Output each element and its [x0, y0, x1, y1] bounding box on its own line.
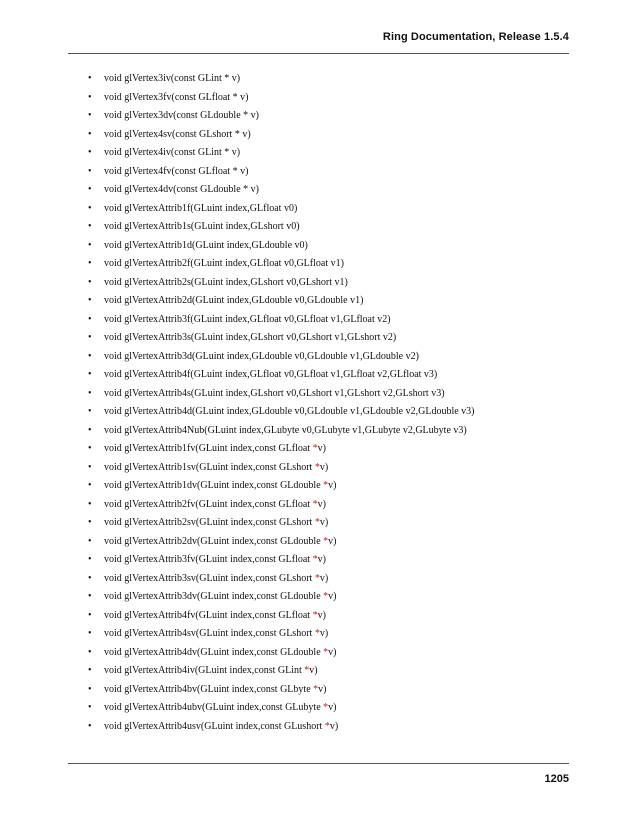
list-item — [88, 570, 475, 589]
bullet-icon: • — [88, 646, 92, 658]
list-item — [88, 89, 475, 108]
bullet-icon: • — [88, 720, 92, 732]
list-item — [88, 348, 475, 367]
pointer-star: * — [323, 591, 329, 602]
list-item — [88, 681, 475, 700]
signature-text: void glVertex3iv(const GLint * v) — [104, 73, 241, 84]
signature-text: void glVertexAttrib4bv(GLuint index,const GLbyte — [104, 683, 314, 695]
list-item — [88, 662, 475, 681]
signature-text: void glVertexAttrib2s(GLuint index,GLshort v0,GLshort v1) — [104, 276, 348, 288]
list-item — [88, 218, 475, 237]
signature-tail: v) — [319, 461, 329, 473]
signature-text: void glVertexAttrib4dv(GLuint index,const GLdouble — [104, 646, 324, 658]
signature-text: void glVertexAttrib1sv(GLuint index,const GLshort — [104, 461, 315, 473]
signature-text: void glVertex4dv(const GLdouble * v) — [104, 184, 259, 195]
signature-tail: v) — [328, 535, 337, 547]
list-item — [88, 163, 475, 182]
pointer-star: * — [312, 443, 318, 454]
signature-text: void glVertexAttrib4sv(GLuint index,const GLshort — [104, 628, 315, 639]
list-item — [88, 551, 475, 570]
list-item — [88, 403, 475, 422]
list-item — [88, 311, 475, 330]
signature-text: void glVertexAttrib2fv(GLuint index,const GLfloat — [104, 498, 313, 510]
list-item — [88, 200, 475, 219]
bullet-icon: • — [88, 424, 92, 436]
signature-text: void glVertexAttrib2sv(GLuint index,const GLshort — [104, 517, 315, 528]
list-item — [88, 107, 475, 126]
signature-text: void glVertexAttrib4usv(GLuint index,const GLushort — [104, 720, 325, 732]
signature-text: void glVertex4iv(const GLint * v) — [104, 147, 241, 158]
pointer-star: * — [323, 480, 329, 491]
list-item — [88, 385, 475, 404]
signature-text: void glVertexAttrib4f(GLuint index,GLfloat v0,GLfloat v1,GLfloat v2,GLfloat v3) — [104, 369, 438, 380]
signature-text: void glVertexAttrib3fv(GLuint index,const GLfloat — [104, 554, 313, 565]
signature-text: void glVertexAttrib4Nub(GLuint index,GLubyte v0,GLubyte v1,GLubyte v2,GLubyte v3) — [104, 424, 467, 436]
signature-text: void glVertex3dv(const GLdouble * v) — [104, 110, 259, 121]
bullet-icon: • — [88, 313, 92, 325]
bullet-icon: • — [88, 387, 92, 399]
signature-text: void glVertexAttrib1f(GLuint index,GLfloat v0) — [104, 202, 298, 214]
list-item — [88, 440, 475, 459]
bullet-icon: • — [88, 276, 92, 288]
list-item — [88, 644, 475, 663]
pointer-star: * — [314, 461, 320, 473]
signature-tail: v) — [319, 572, 329, 584]
bullet-icon: • — [88, 406, 92, 417]
list-item — [88, 718, 475, 737]
pointer-star: * — [312, 498, 318, 510]
signature-tail: v) — [328, 702, 337, 713]
signature-tail: v) — [329, 720, 339, 732]
pointer-star: * — [314, 517, 320, 528]
list-item — [88, 625, 475, 644]
list-item — [88, 255, 475, 274]
list-item — [88, 144, 475, 163]
pointer-star: * — [324, 720, 330, 732]
list-item — [88, 70, 475, 89]
signature-text: void glVertex4sv(const GLshort * v) — [104, 128, 251, 140]
signature-tail: v) — [309, 665, 318, 676]
header-divider — [68, 53, 569, 54]
list-item — [88, 181, 475, 200]
bullet-icon: • — [88, 350, 92, 362]
signature-tail: v) — [328, 480, 337, 491]
bullet-icon: • — [88, 258, 92, 269]
pointer-star: * — [312, 554, 318, 565]
signature-text: void glVertexAttrib2dv(GLuint index,const GLdouble — [104, 535, 324, 547]
function-signature-list — [88, 70, 475, 736]
list-item — [88, 329, 475, 348]
pointer-star: * — [313, 683, 319, 695]
bullet-icon: • — [88, 91, 92, 103]
list-item — [88, 366, 475, 385]
bullet-icon: • — [88, 221, 92, 232]
bullet-icon: • — [88, 443, 92, 454]
bullet-icon: • — [88, 239, 92, 251]
signature-tail: v) — [319, 517, 329, 528]
bullet-icon: • — [88, 572, 92, 584]
signature-text: void glVertexAttrib4iv(GLuint index,const GLint — [104, 665, 305, 676]
list-item — [88, 477, 475, 496]
bullet-icon: • — [88, 369, 92, 380]
bullet-icon: • — [88, 110, 92, 121]
signature-text: void glVertexAttrib3d(GLuint index,GLdouble v0,GLdouble v1,GLdouble v2) — [104, 350, 419, 362]
bullet-icon: • — [88, 517, 92, 528]
signature-text: void glVertexAttrib3dv(GLuint index,const GLdouble — [104, 591, 324, 602]
list-item — [88, 588, 475, 607]
signature-text: void glVertexAttrib2d(GLuint index,GLdouble v0,GLdouble v1) — [104, 295, 364, 306]
bullet-icon: • — [88, 184, 92, 195]
pointer-star: * — [323, 646, 329, 658]
list-item — [88, 237, 475, 256]
signature-text: void glVertexAttrib4ubv(GLuint index,const GLubyte — [104, 702, 324, 713]
list-item — [88, 607, 475, 626]
pointer-star: * — [314, 572, 320, 584]
signature-text: void glVertex4fv(const GLfloat * v) — [104, 165, 249, 177]
bullet-icon: • — [88, 535, 92, 547]
signature-tail: v) — [317, 498, 326, 510]
list-item — [88, 126, 475, 145]
bullet-icon: • — [88, 665, 92, 676]
bullet-icon: • — [88, 480, 92, 491]
list-item — [88, 422, 475, 441]
bullet-icon: • — [88, 295, 92, 306]
list-item — [88, 459, 475, 478]
list-item — [88, 699, 475, 718]
list-item — [88, 496, 475, 515]
signature-tail: v) — [318, 683, 327, 695]
list-item — [88, 514, 475, 533]
bullet-icon: • — [88, 702, 92, 713]
page-header-title: Ring Documentation, Release 1.5.4 — [382, 31, 569, 43]
signature-text: void glVertexAttrib1d(GLuint index,GLdouble v0) — [104, 239, 308, 251]
bullet-icon: • — [88, 165, 92, 177]
bullet-icon: • — [88, 609, 92, 621]
bullet-icon: • — [88, 332, 92, 343]
page-number: 1205 — [544, 773, 569, 785]
signature-text: void glVertexAttrib3s(GLuint index,GLshort v0,GLshort v1,GLshort v2) — [104, 332, 397, 343]
bullet-icon: • — [88, 498, 92, 510]
signature-text: void glVertexAttrib1s(GLuint index,GLshort v0) — [104, 221, 300, 232]
pointer-star: * — [314, 628, 320, 639]
signature-text: void glVertex3fv(const GLfloat * v) — [104, 91, 249, 103]
signature-text: void glVertexAttrib4d(GLuint index,GLdouble v0,GLdouble v1,GLdouble v2,GLdouble v3) — [104, 406, 475, 417]
signature-tail: v) — [317, 609, 326, 621]
signature-tail: v) — [319, 628, 329, 639]
signature-text: void glVertexAttrib1dv(GLuint index,const GLdouble — [104, 480, 324, 491]
bullet-icon: • — [88, 591, 92, 602]
list-item — [88, 292, 475, 311]
signature-text: void glVertexAttrib3f(GLuint index,GLfloat v0,GLfloat v1,GLfloat v2) — [104, 313, 391, 325]
signature-text: void glVertexAttrib2f(GLuint index,GLfloat v0,GLfloat v1) — [104, 258, 344, 269]
list-item — [88, 274, 475, 293]
signature-tail: v) — [317, 443, 326, 454]
footer-divider — [68, 763, 569, 764]
pointer-star: * — [323, 702, 329, 713]
bullet-icon: • — [88, 628, 92, 639]
signature-text: void glVertexAttrib4fv(GLuint index,const GLfloat — [104, 609, 313, 621]
signature-tail: v) — [317, 554, 326, 565]
bullet-icon: • — [88, 147, 92, 158]
signature-text: void glVertexAttrib1fv(GLuint index,const GLfloat — [104, 443, 313, 454]
bullet-icon: • — [88, 73, 92, 84]
bullet-icon: • — [88, 683, 92, 695]
list-item — [88, 533, 475, 552]
signature-text: void glVertexAttrib4s(GLuint index,GLshort v0,GLshort v1,GLshort v2,GLshort v3) — [104, 387, 445, 399]
signature-tail: v) — [328, 591, 337, 602]
bullet-icon: • — [88, 461, 92, 473]
pointer-star: * — [323, 535, 329, 547]
bullet-icon: • — [88, 128, 92, 140]
bullet-icon: • — [88, 554, 92, 565]
signature-text: void glVertexAttrib3sv(GLuint index,const GLshort — [104, 572, 315, 584]
bullet-icon: • — [88, 202, 92, 214]
pointer-star: * — [304, 665, 310, 676]
pointer-star: * — [312, 609, 318, 621]
signature-tail: v) — [328, 646, 337, 658]
